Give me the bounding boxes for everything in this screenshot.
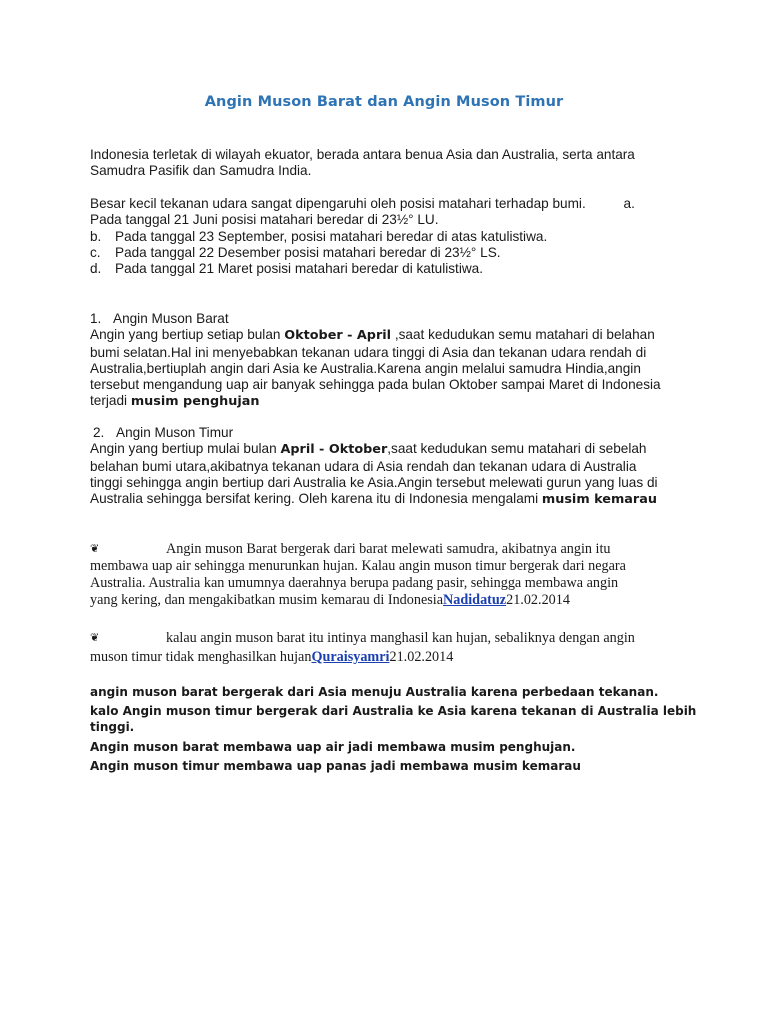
section-heading-text: Angin Muson Timur	[116, 425, 234, 440]
section-line	[90, 393, 690, 410]
text-run: Australia sehingga bersifat kering. Oleh karena itu di Indonesia mengalami	[90, 491, 542, 507]
list-marker: a.	[623, 196, 635, 211]
comment-text: muson timur tidak menghasilkan hujan	[90, 649, 312, 665]
intro-line: Samudra Pasifik dan Samudra India.	[90, 163, 312, 179]
intro-paragraph	[90, 147, 690, 180]
comment-text: kalau angin muson barat itu intinya manghasil kan hujan, sebaliknya dengan angin	[166, 630, 635, 646]
section-line: tersebut mengandung uap air banyak sehingga pada bulan Oktober sampai Maret di Indonesia	[90, 377, 661, 393]
summary-line: Angin muson timur membawa uap panas jadi membawa musim kemarau	[90, 758, 581, 773]
list-marker: d.	[90, 261, 102, 277]
summary-block	[90, 684, 710, 774]
list-item	[90, 245, 690, 261]
section-number: 2.	[93, 425, 105, 440]
pressure-line	[90, 196, 690, 212]
intro-line: Indonesia terletak di wilayah ekuator, berada antara benua Asia dan Australia, serta antara	[90, 147, 635, 162]
section-line	[90, 327, 690, 344]
pressure-text: Besar kecil tekanan udara sangat dipengaruhi oleh posisi matahari terhadap bumi.	[90, 196, 586, 211]
comment-line	[90, 649, 680, 666]
section-line: tinggi sehingga angin bertiup dari Australia ke Asia.Angin tersebut melewati gurun yang luas di	[90, 474, 658, 490]
summary-line: Angin muson barat membawa uap air jadi membawa musim penghujan.	[90, 739, 576, 754]
bold-text: Oktober - April	[284, 328, 392, 344]
summary-line: angin muson barat bergerak dari Asia menuju Australia karena perbedaan tekanan.	[90, 685, 659, 699]
bold-text: musim penghujan	[130, 394, 260, 410]
list-text: Pada tanggal 21 Maret posisi matahari beredar di katulistiwa.	[115, 261, 483, 277]
text-run: terjadi	[90, 393, 131, 409]
list-text: Pada tanggal 23 September, posisi matahari beredar di atas katulistiwa.	[115, 228, 548, 244]
summary-line: kalo Angin muson timur bergerak dari Australia ke Asia karena tekanan di Australia lebih tinggi.	[90, 704, 697, 735]
section-heading-text: Angin Muson Barat	[113, 311, 229, 326]
comment-date: 21.02.2014	[389, 649, 454, 665]
comment-text: yang kering, dan mengakibatkan musim kemarau di Indonesia	[90, 592, 444, 608]
pressure-paragraph	[90, 196, 690, 277]
comment-line	[90, 592, 680, 609]
list-marker: b.	[90, 228, 102, 244]
section-line	[90, 441, 690, 458]
comment-text: Angin muson Barat bergerak dari barat melewati samudra, akibatnya angin itu	[166, 541, 611, 557]
section-heading	[90, 311, 690, 327]
author-link[interactable]: Nadidatuz	[443, 592, 507, 608]
section-barat	[90, 311, 690, 411]
document-title: Angin Muson Barat dan Angin Muson Timur	[204, 94, 564, 110]
comment-date: 21.02.2014	[506, 592, 570, 608]
section-line	[90, 491, 690, 508]
bold-text: musim kemarau	[541, 492, 657, 508]
section-line: Australia,bertiuplah angin dari Asia ke Australia.Karena angin melalui samudra Hindia,angin	[90, 360, 641, 376]
text-run: ,saat kedudukan semu matahari di sebelah	[387, 441, 647, 457]
comment-1	[90, 541, 680, 609]
comment-2	[90, 630, 680, 666]
text-run: Angin yang bertiup setiap bulan	[90, 327, 285, 343]
section-line: bumi selatan.Hal ini menyebabkan tekanan udara tinggi di Asia dan tekanan udara rendah di	[90, 344, 647, 360]
section-number: 1.	[90, 311, 102, 326]
comment-line	[90, 541, 680, 558]
bold-text: April - Oktober	[280, 442, 388, 458]
fleuron-icon: ❦	[90, 632, 100, 644]
fleuron-icon: ❦	[90, 543, 100, 555]
comment-line	[90, 630, 680, 647]
comment-line: membawa uap air sehingga menurunkan hujan. Kalau angin muson timur bergerak dari negara	[90, 558, 626, 574]
comment-line: Australia. Australia kan umumnya daerahnya berupa padang pasir, sehingga membawa angin	[90, 575, 619, 591]
list-text: Pada tanggal 22 Desember posisi matahari beredar di 23½° LS.	[115, 244, 501, 260]
section-line: belahan bumi utara,akibatnya tekanan udara di Asia rendah dan tekanan udara di Australia	[90, 458, 637, 474]
section-timur	[90, 425, 690, 508]
list-marker: c.	[90, 244, 101, 260]
text-run: ,saat kedudukan semu matahari di belahan	[391, 327, 655, 343]
list-item	[90, 261, 690, 277]
list-item	[90, 229, 690, 245]
author-link[interactable]: Quraisyamri	[311, 649, 390, 665]
section-heading	[90, 425, 690, 441]
pressure-line: Pada tanggal 21 Juni posisi matahari beredar di 23½° LU.	[90, 212, 439, 228]
text-run: Angin yang bertiup mulai bulan	[90, 441, 281, 457]
